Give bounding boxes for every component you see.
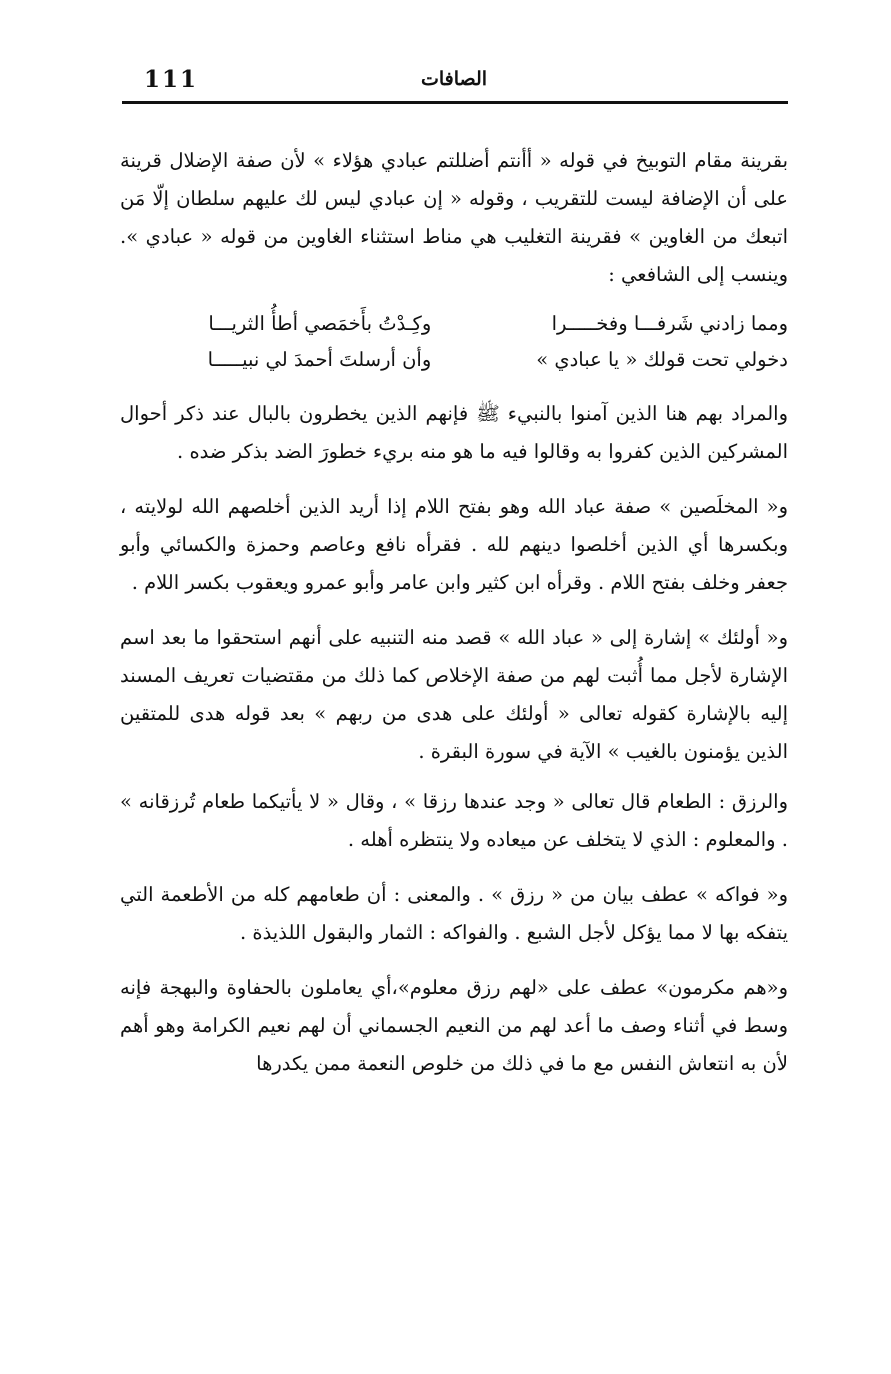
paragraph-3: و« المخلَصين » صفة عباد الله وهو بفتح اللام إذا أريد الذين أخلصهم الله لولايته ، وبكسرها أي الذين أخلصوا دينهم لله . فقرأه نافع وعاصم وحمزة والكسائي وأبو جعفر وخلف بفتح اللام . وقرأه ابن كثير وابن عامر وأبو عمرو ويعقوب بكسر اللام . [120,495,788,594]
poem-hemistich-second: وأن أرسلتَ أحمدَ لي نبيـــــا [207,348,432,371]
page-header [122,64,786,102]
poem-hemistich-second: وكِـدْتُ بأَخمَصي أطأُ الثريـــا [208,312,432,335]
page-number: 111 [144,66,199,93]
paragraph-7: و«هم مكرمون» عطف على «لهم رزق معلوم»،أي يعاملون بالحفاوة والبهجة فإنه وسط في أثناء وصف ما أعد لهم من النعيم الجسماني أن لهم نعيم الكرامة وهو أهم لأن به انتعاش النفس مع ما في ذلك من خلوص النعمة ممن يكدرها [120,976,788,1075]
paragraph-1: بقرينة مقام التوبيخ في قوله « أأنتم أضللتم عبادي هؤلاء » لأن صفة الإضلال قرينة على أن الإضافة ليست للتقريب ، وقوله « إن عبادي ليس لك عليهم سلطان إلّا مَن اتبعك من الغاوين » فقرينة التغليب هي مناط استثناء الغاوين من قوله « عبادي ». وينسب إلى الشافعي : [120,149,788,286]
paragraph-6: و« فواكه » عطف بيان من « رزق » . والمعنى : أن طعامهم كله من الأطعمة التي يتفكه بها لا مما يؤكل لأجل الشبع . والفواكه : الثمار والبقول اللذيذة . [120,883,788,944]
poem-hemistich-first: دخولي تحت قولك « يا عبادي » [536,348,788,371]
poem-verse [120,342,788,378]
running-title: الصافات [420,68,488,90]
poem [120,306,788,378]
poem-hemistich-first: ومما زادني شَرفـــا وفخـــــرا [551,312,788,335]
header-rule [122,101,788,104]
paragraph-2: والمراد بهم هنا الذين آمنوا بالنبيء ﷺ فإنهم الذين يخطرون بالبال عند ذكر أحوال المشركين الذين كفروا به وقالوا فيه ما هو منه بريء خطورَ الضد بذكر ضده . [120,402,788,463]
paragraph-5: والرزق : الطعام قال تعالى « وجد عندها رزقا » ، وقال « لا يأتيكما طعام تُرزقانه » . والمعلوم : الذي لا يتخلف عن ميعاده ولا ينتظره أهله . [120,790,788,851]
paragraph-4: و« أولئك » إشارة إلى « عباد الله » قصد منه التنبيه على أنهم استحقوا ما بعد اسم الإشارة لأجل مما أُثبت لهم من صفة الإخلاص كما ذلك من مقتضيات تعريف المسند إليه بالإشارة كقوله تعالى « أولئك على هدى من ربهم » بعد قوله هدى للمتقين الذين يؤمنون بالغيب » الآية في سورة البقرة . [120,626,788,763]
page-body [120,142,788,1083]
poem-verse [120,306,788,342]
